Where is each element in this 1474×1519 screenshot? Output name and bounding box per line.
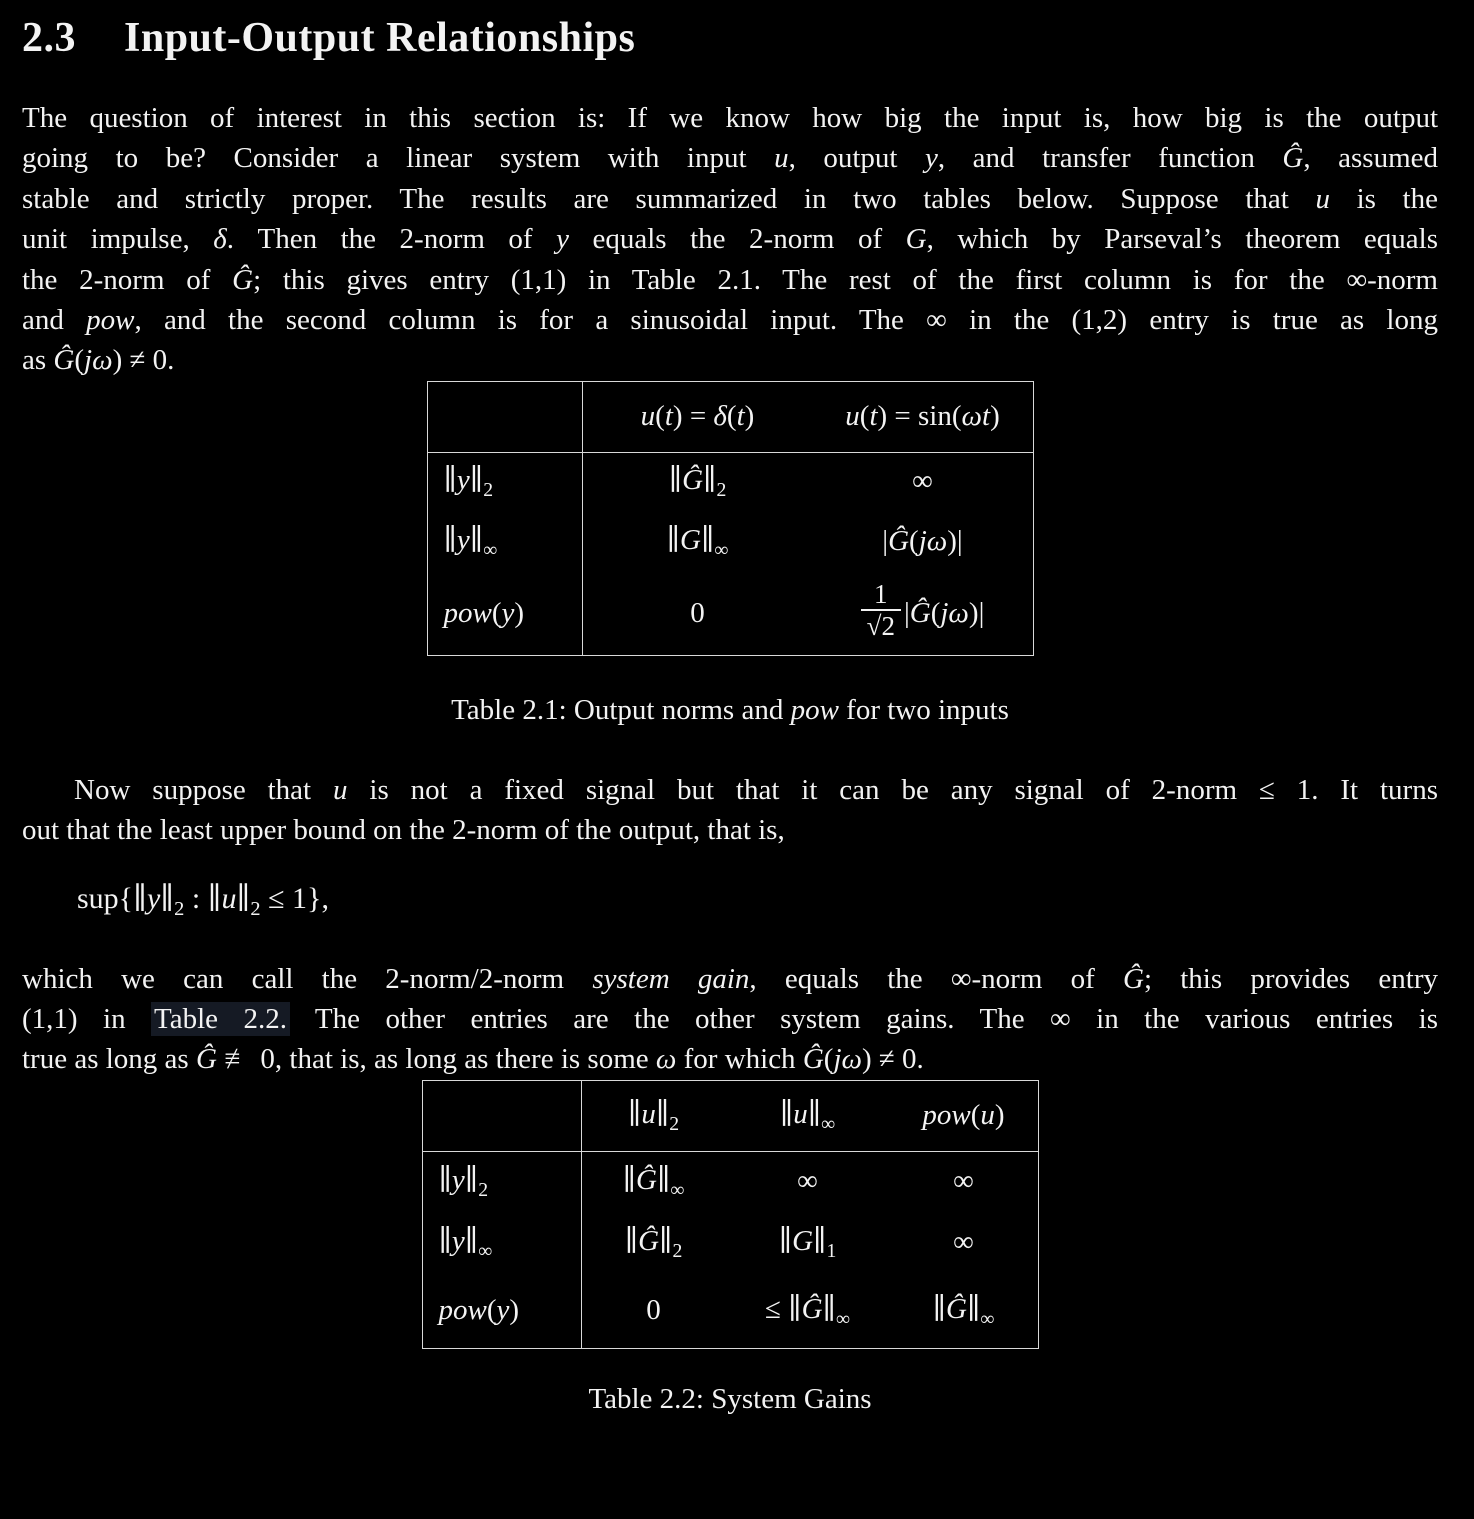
row-label-y2norm: $\parallel y\parallel_2$: [427, 452, 582, 511]
table-cell: $\parallel Ĝ\parallel_2$: [624, 1224, 683, 1262]
table-cell: ∞: [953, 1226, 974, 1259]
text-line: [22, 999, 1438, 1039]
row-label-yinfnorm: $\parallel y\parallel_\infty$: [422, 1212, 581, 1274]
table-cell: ∞: [797, 1165, 818, 1198]
paragraph-2: [22, 770, 1438, 851]
text-line: Now suppose that u is not a fixed signal but that it can be any signal of 2-norm ≤ 1. It turns: [74, 773, 1438, 806]
text-line: as Ĝ(jω) ≠ 0.: [22, 344, 175, 377]
row-label-powy: pow(y): [427, 573, 582, 656]
section-number: 2.3: [22, 15, 76, 61]
table-2-2-caption: Table 2.2: System Gains: [588, 1382, 872, 1415]
text-line: stable and strictly proper. The results are summarized in two tables below. Suppose that u is the: [22, 182, 1438, 215]
text-line: going to be? Consider a linear system with input u, output y, and transfer function Ĝ, assumed: [22, 142, 1439, 175]
row-label-yinfnorm: $\parallel y\parallel_\infty$: [427, 511, 582, 573]
table-cell: $\parallel Ĝ\parallel_\infty$: [932, 1292, 995, 1330]
table-cell: ∞: [953, 1165, 974, 1198]
table-2-2: [422, 1080, 1039, 1349]
text-line: which we can call the 2-norm/2-norm system gain, equals the ∞-norm of Ĝ; this provides entry: [22, 962, 1439, 995]
table-2-1-caption: Table 2.1: Output norms and pow for two inputs: [451, 693, 1009, 726]
table-2-2-link[interactable]: Table 2.2.: [151, 1002, 290, 1036]
table-col-header-impulse: u(t) = δ(t): [582, 381, 813, 452]
text-line: and pow, and the second column is for a sinusoidal input. The ∞ in the (1,2) entry is true as long: [22, 304, 1438, 337]
paragraph-3: [22, 959, 1438, 1080]
table-row: [427, 452, 1033, 511]
text-line: The question of interest in this section is: If we know how big the input is, how big is the output: [22, 102, 1438, 134]
text-line: the 2-norm of Ĝ; this gives entry (1,1) in Table 2.1. The rest of the first column is for the ∞-norm: [22, 263, 1438, 296]
table-cell: $\frac{1}{√2}$ |Ĝ(jω)|: [813, 573, 1034, 656]
table-cell: ≤ $\parallel Ĝ\parallel_\infty$: [765, 1292, 850, 1330]
table-col-header-sinusoid: u(t) = sin(ωt): [813, 381, 1034, 452]
table-cell: 0: [646, 1294, 661, 1327]
text-line: true as long as Ĝ ≢ 0, that is, as long as there is some ω for which Ĝ(jω) ≠ 0.: [22, 1043, 924, 1076]
section-heading: [22, 14, 1438, 62]
row-label-powy: pow(y): [422, 1274, 581, 1349]
table-cell: ∞: [912, 465, 933, 498]
table-header-row: [427, 381, 1033, 452]
table-cell: $\parallel Ĝ\parallel_\infty$: [622, 1163, 685, 1201]
row-label-y2norm: $\parallel y\parallel_2$: [422, 1151, 581, 1212]
table-row: [427, 511, 1033, 573]
table-col-header-uinfnorm: $\parallel u\parallel_\infty$: [726, 1080, 890, 1151]
table-cell-empty: [422, 1080, 581, 1151]
table-cell-empty: [427, 381, 582, 452]
text-segment: The other entries are the other system gains. The ∞ in the various entries is: [290, 1003, 1438, 1036]
table-row: [422, 1151, 1038, 1212]
sup-equation: $sup\{\parallel y\parallel_2$ : $\parallel u\parallel_2 \le 1$},: [77, 881, 329, 920]
paragraph-1: [22, 98, 1438, 381]
table-row: [422, 1274, 1038, 1349]
table-cell: $\parallel G\parallel_\infty$: [666, 523, 729, 561]
section-title: Input-Output Relationships: [124, 15, 636, 61]
table-cell: 0: [690, 597, 705, 630]
table-header-row: [422, 1080, 1038, 1151]
table-row: [427, 573, 1033, 656]
table-row: [422, 1212, 1038, 1274]
table-2-1: [427, 381, 1034, 656]
table-cell: $\parallel G\parallel_1$: [778, 1224, 837, 1262]
table-col-header-u2norm: $\parallel u\parallel_2$: [581, 1080, 726, 1151]
text-line: unit impulse, δ. Then the 2-norm of y equals the 2-norm of G, which by Parseval’s theorem equals: [22, 223, 1438, 256]
text-line: out that the least upper bound on the 2-norm of the output, that is,: [22, 814, 785, 847]
table-col-header-powu: pow(u): [890, 1080, 1039, 1151]
text-segment: (1,1) in: [22, 1003, 152, 1036]
table-cell: |Ĝ(jω)|: [882, 525, 963, 558]
table-cell: $\parallel Ĝ\parallel_2$: [668, 463, 727, 501]
